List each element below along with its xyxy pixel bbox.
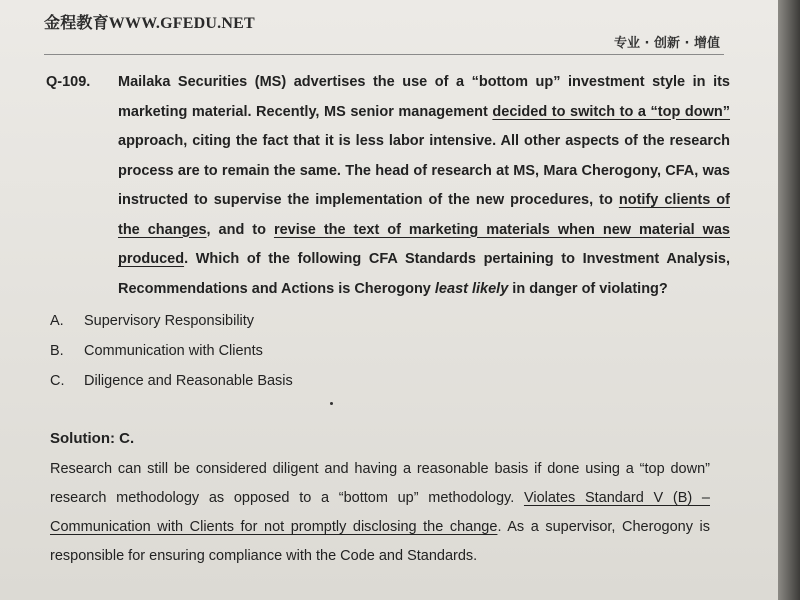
brand-logo-text: 金程教育WWW.GFEDU.NET <box>44 15 255 32</box>
option-c <box>50 366 650 396</box>
underlined-phrase: notify clients of the changes <box>118 192 730 238</box>
header-slogan: 专业 · 创新 · 增值 <box>614 36 720 51</box>
question-text-part: . Which of the following CFA Standards pertaining to Investment Analysis, Recommendations and Actions is Cherogony <box>118 251 730 297</box>
question-text-part: approach, citing the fact that it is less labor intensive. All other aspects of the research process are to remain the same. The head of research at MS, Mara Cherogony, CFA, was instructed to supervise the implementation of the new procedures, to <box>118 133 730 208</box>
option-letter: B. <box>50 343 64 359</box>
question-text-part: in danger of violating? <box>508 280 668 297</box>
option-b <box>50 336 650 366</box>
option-a <box>50 306 650 336</box>
page-edge-shadow <box>778 0 800 600</box>
stray-mark <box>330 402 333 405</box>
underlined-phrase: decided to switch to a “top down” <box>492 103 731 120</box>
question-number: Q-109. <box>46 74 91 90</box>
underlined-phrase: revise the text of marketing materials when new material was produced <box>118 221 730 267</box>
emphasized-phrase: least likely <box>434 280 509 297</box>
solution-heading: Solution: C. <box>50 430 135 447</box>
option-text: Diligence and Reasonable Basis <box>84 373 293 389</box>
option-text: Communication with Clients <box>84 343 263 359</box>
question-text-part: , and to <box>206 221 274 238</box>
option-letter: A. <box>50 313 64 329</box>
option-text: Supervisory Responsibility <box>84 313 255 329</box>
solution-text-part: Research can still be considered diligent and having a reasonable basis if done using a “top down” research methodology as opposed to a “bottom up” methodology. <box>50 461 710 506</box>
solution-text-part: . As a supervisor, Cherogony is responsible for ensuring compliance with the Code and Standards. <box>50 519 710 564</box>
question-text <box>118 68 730 304</box>
underlined-phrase: Violates Standard V (B) – Communication with Clients for not promptly disclosing the change <box>50 490 710 535</box>
answer-options <box>50 306 650 396</box>
option-letter: C. <box>50 373 65 389</box>
page-header <box>44 8 724 55</box>
solution-text <box>50 455 710 571</box>
question-text-part: Mailaka Securities (MS) advertises the use of a “bottom up” investment style in its marketing material. Recently, MS senior management <box>118 74 730 120</box>
solution-block <box>50 424 710 571</box>
